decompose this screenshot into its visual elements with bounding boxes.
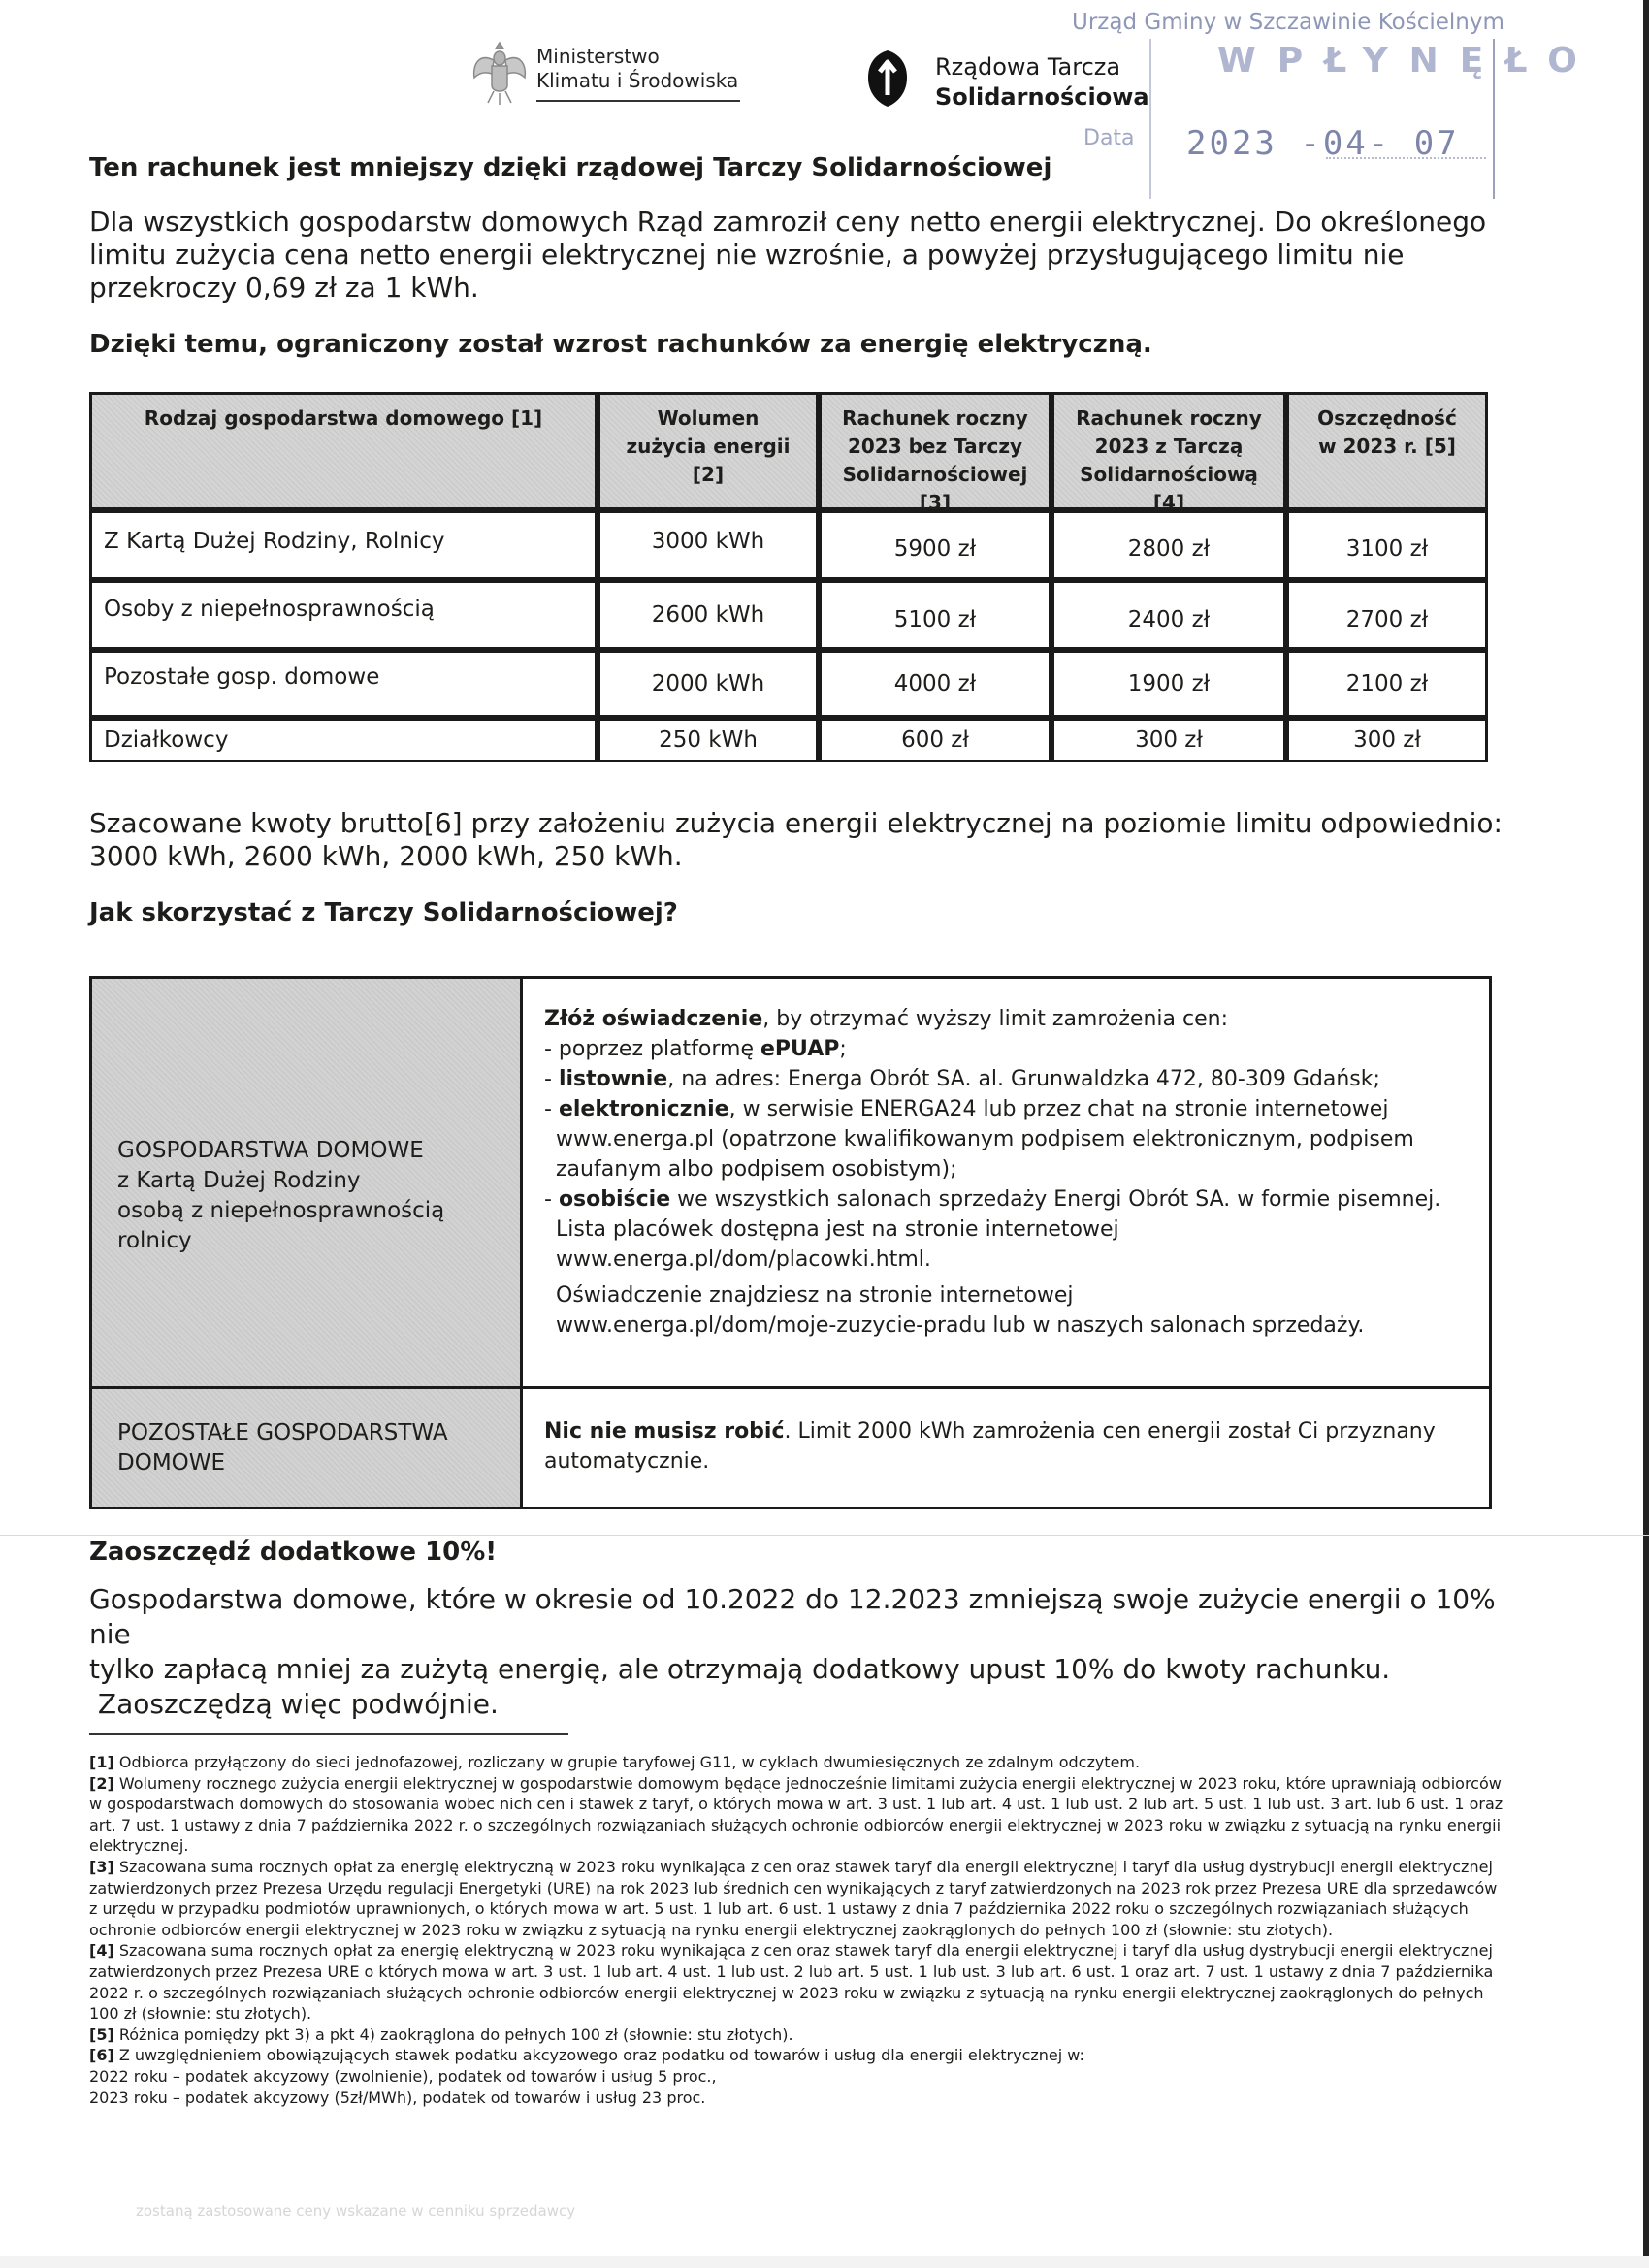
row4-volume: 250 kWh [598, 718, 819, 762]
row2-savings: 2700 zł [1286, 580, 1488, 650]
footnotes [89, 1752, 1505, 2108]
footnote-1-text: Odbiorca przyłączony do sieci jednofazowej, rozliczany w grupie taryfowej G11, w cyklach dwumiesięcznych ze zdalnym odczytem. [118, 1753, 1141, 1771]
extra-savings-line1: Gospodarstwa domowe, które w okresie od 10.2022 do 12.2023 zmniejszą swoje zużycie energii o 10% nie [89, 1583, 1496, 1650]
ministry-underline [536, 100, 740, 102]
tax-2023-line: 2023 roku – podatek akcyzowy (5zł/MWh), podatek od towarów i usług 23 proc. [89, 2088, 706, 2107]
received-stamp [1072, 10, 1599, 194]
row1-volume: 3000 kWh [598, 510, 819, 580]
footnote-1-number: [1] [89, 1753, 114, 1771]
method-in-person-line3: www.energa.pl/dom/placowki.html. [556, 1247, 931, 1272]
ministry-name-line2: Klimatu i Środowiska [536, 69, 739, 92]
method-in-person-line2: Lista placówek dostępna jest na stronie internetowej [556, 1217, 1119, 1242]
header-bill-with: Rachunek roczny 2023 z Tarczą Solidarnościową [4] [1051, 392, 1286, 510]
howto-left-others [89, 1386, 523, 1509]
row4-bill-with: 300 zł [1051, 718, 1286, 762]
method-electronic-text: , w serwisie ENERGA24 lub przez chat na stronie internetowej [728, 1097, 1389, 1121]
method-in-person-bold: osobiście [558, 1187, 671, 1212]
declaration-intro [544, 1004, 1468, 1034]
row3-volume: 2000 kWh [598, 650, 819, 718]
howto-right-others [520, 1386, 1492, 1509]
others-line1 [544, 1416, 1468, 1446]
others-bold: Nic nie musisz robić [544, 1419, 785, 1443]
row4-savings: 300 zł [1286, 718, 1488, 762]
stamp-office-name: Urząd Gminy w Szczawinie Kościelnym [1072, 10, 1504, 35]
extra-savings-heading: Zaoszczędź dodatkowe 10%! [89, 1538, 498, 1567]
row2-type: Osoby z niepełnosprawnością [89, 580, 598, 650]
footnote-5-number: [5] [89, 2025, 114, 2044]
extra-savings-line3: Zaoszczędzą więc podwójnie. [89, 1688, 499, 1720]
method-epuap-suffix: ; [839, 1037, 847, 1061]
method-epuap-bold: ePUAP [760, 1037, 840, 1061]
row1-savings: 3100 zł [1286, 510, 1488, 580]
howto-left-line4: rolnicy [117, 1228, 192, 1253]
method-epuap [544, 1034, 1468, 1064]
gross-amounts-note: Szacowane kwoty brutto[6] przy założeniu zużycia energii elektrycznej na poziomie limitu odpowiednio: 3000 kWh, 2600 kWh, 2000 kWh, 250 kWh. [89, 807, 1503, 872]
declaration-intro-bold: Złóż oświadczenie [544, 1007, 763, 1031]
footnote-6 [89, 2045, 1505, 2066]
footnote-4-number: [4] [89, 1941, 114, 1960]
method-letter: - listownie, na adres: Energa Obrót SA. al. Grunwaldzka 472, 80-309 Gdańsk; [544, 1067, 1380, 1091]
row3-bill-without: 4000 zł [819, 650, 1051, 718]
header-bill-without: Rachunek roczny 2023 bez Tarczy Solidarnościowej [3] [819, 392, 1051, 510]
declaration-closing-line2: www.energa.pl/dom/moje-zuzycie-pradu lub w naszych salonach sprzedaży. [556, 1313, 1365, 1338]
stamp-date-label: Data [1083, 126, 1135, 150]
footnote-2 [89, 1773, 1505, 1857]
eagle-emblem-icon [469, 37, 531, 107]
footnote-1 [89, 1752, 1505, 1773]
tax-2022-line: 2022 roku – podatek akcyzowy (zwolnienie), podatek od towarów i usług 5 proc., [89, 2066, 717, 2086]
row3-bill-with: 1900 zł [1051, 650, 1286, 718]
row4-type: Działkowcy [89, 718, 598, 762]
header-volume: Wolumen zużycia energii [2] [598, 392, 819, 510]
table-heading: Dzięki temu, ograniczony został wzrost rachunków za energię elektryczną. [89, 330, 1152, 359]
savings-table [89, 392, 1488, 762]
footnote-6-text: Z uwzględnieniem obowiązujących stawek podatku akcyzowego oraz podatku od towarów i usług dla energii elektrycznej w: [118, 2046, 1084, 2065]
footnote-2-text: Wolumeny rocznego zużycia energii elektrycznej w gospodarstwie domowym będące jednocześnie limitami zużycia energii elektrycznej w 2023 roku, które uprawniają odbiorców w gospodarstwach domowych do stosowania wobec nich cen i stawek z taryf, o których mowa w art. 3 ust. 1 lub art. 4 ust. 1 lub ust. 2 lub art. 5 ust. 1 lub ust. 3 art. lub 6 ust. 1 oraz art. 7 ust. 1 ustawy z dnia 7 października 2022 r. o szczególnych rozwiązaniach służących ochronie odbiorców energii elektrycznej w 2023 roku w związku z sytuacją na rynku energii elektrycznej. [89, 1773, 1504, 1856]
header-savings: Oszczędność w 2023 r. [5] [1286, 392, 1488, 510]
row1-type: Z Kartą Dużej Rodziny, Rolnicy [89, 510, 598, 580]
row3-savings: 2100 zł [1286, 650, 1488, 718]
method-electronic: - elektronicznie, w serwisie ENERGA24 lub przez chat na stronie internetowej [544, 1097, 1389, 1121]
page-title: Ten rachunek jest mniejszy dzięki rządowej Tarczy Solidarnościowej [89, 153, 1052, 182]
footnote-5-text: Różnica pomiędzy pkt 3) a pkt 4) zaokrąglona do pełnych 100 zł (słownie: stu złotych). [118, 2025, 793, 2044]
howto-left2-line2: DOMOWE [117, 1449, 226, 1475]
method-in-person: - osobiście we wszystkich salonach sprzedaży Energi Obrót SA. w formie pisemnej. [544, 1187, 1441, 1212]
declaration-closing-line1: Oświadczenie znajdziesz na stronie internetowej [556, 1283, 1074, 1308]
footnote-4-text: Szacowana suma rocznych opłat za energię elektryczną w 2023 roku wynikająca z cen oraz stawek taryf dla energii elektrycznej i taryf dla usług dystrybucji energii elektrycznej zatwierdzonych przez Prezesa URE o których mowa w art. 3 ust. 1 lub art. 4 ust. 1 lub ust. 2 lub art. 5 ust. 1 lub ust. 3 lub art. 6 ust. 1 oraz art. 7 ust. 1 ustawy z dnia 7 października 2022 r. o szczególnych rozwiązaniach służących ochronie odbiorców energii elektrycznej w 2023 roku w związku z sytuacją na rynku energii elektrycznej zaokrąglonych do pełnych 100 zł (słownie: stu złotych). [89, 1941, 1494, 2024]
howto-right-declaration [520, 976, 1492, 1389]
header-household-type: Rodzaj gospodarstwa domowego [1] [89, 392, 598, 510]
row3-type: Pozostałe gosp. domowe [89, 650, 598, 718]
footnote-3 [89, 1857, 1505, 1940]
shield-logo-icon [866, 49, 909, 109]
footnote-2-number: [2] [89, 1773, 114, 1793]
faded-bleed-through-text: zostaną zastosowane ceny wskazane w cenniku sprzedawcy [136, 2202, 576, 2219]
footnote-4 [89, 1940, 1505, 2024]
howto-heading: Jak skorzystać z Tarczy Solidarnościowej? [89, 898, 678, 927]
row1-bill-with: 2800 zł [1051, 510, 1286, 580]
tarcza-logo-line1: Rządowa Tarcza [935, 53, 1121, 81]
method-electronic-line3: zaufanym albo podpisem osobistym); [556, 1157, 957, 1182]
stamp-date-value: 2023 -04- 07 [1186, 124, 1460, 163]
howto-left-line1: GOSPODARSTWA DOMOWE [117, 1138, 424, 1163]
footnote-5 [89, 2025, 1505, 2046]
howto-left-line2: z Kartą Dużej Rodziny [117, 1168, 361, 1193]
ministry-name-line1: Ministerstwo [536, 45, 660, 68]
method-in-person-text: we wszystkich salonach sprzedaży Energi Obrót SA. w formie pisemnej. [670, 1187, 1441, 1212]
method-epuap-prefix: - poprzez platformę [544, 1037, 760, 1061]
others-line2: automatycznie. [544, 1449, 710, 1474]
intro-paragraph: Dla wszystkich gospodarstw domowych Rząd zamroził ceny netto energii elektrycznej. Do określonego limitu zużycia cena netto energii elektrycznej nie wzrośnie, a powyżej przysługującego limitu nie przekroczy 0,69 zł za 1 kWh. [89, 206, 1487, 304]
others-text: . Limit 2000 kWh zamrożenia cen energii został Ci przyznany [784, 1419, 1436, 1443]
footnote-separator [89, 1733, 568, 1735]
howto-table [89, 976, 1492, 1509]
scan-bottom-edge [0, 2256, 1649, 2268]
howto-left2-line1: POZOSTAŁE GOSPODARSTWA [117, 1419, 448, 1445]
method-letter-text: , na adres: Energa Obrót SA. al. Grunwaldzka 472, 80-309 Gdańsk; [667, 1067, 1380, 1091]
tarcza-logo-line2: Solidarnościowa [935, 83, 1149, 111]
howto-left-line3: osobą z niepełnosprawnością [117, 1198, 445, 1223]
extra-savings-paragraph [89, 1582, 1515, 1722]
row2-bill-with: 2400 zł [1051, 580, 1286, 650]
declaration-intro-text: , by otrzymać wyższy limit zamrożenia cen: [762, 1007, 1228, 1031]
extra-savings-line2: tylko zapłacą mniej za zużytą energię, ale otrzymają dodatkowy upust 10% do kwoty rachunku. [89, 1653, 1391, 1685]
method-electronic-line2: www.energa.pl (opatrzone kwalifikowanym podpisem elektronicznym, podpisem [556, 1127, 1414, 1151]
howto-left-declaration [89, 976, 523, 1389]
row4-bill-without: 600 zł [819, 718, 1051, 762]
fold-line [0, 1535, 1649, 1536]
footnote-6-number: [6] [89, 2046, 114, 2065]
row2-volume: 2600 kWh [598, 580, 819, 650]
footnote-3-number: [3] [89, 1857, 114, 1876]
method-letter-bold: listownie [558, 1067, 668, 1091]
row2-bill-without: 5100 zł [819, 580, 1051, 650]
scan-edge [1643, 0, 1649, 2268]
stamp-received-label: WPŁYNĘŁO [1217, 41, 1599, 81]
footnote-3-text: Szacowana suma rocznych opłat za energię elektryczną w 2023 roku wynikająca z cen oraz stawek taryf dla energii elektrycznej i taryf dla usług dystrybucji energii elektrycznej zatwierdzonych przez Prezesa Urzędu regulacji Energetyki (URE) na rok 2023 lub średnich cen wynikających z taryf zatwierdzonych na 2023 rok przez Prezesa URE dla sprzedawców z urzędu w przypadku podmiotów uprawnionych, o których mowa w art. 5 ust. 1 lub art. 6 ust. 1 ustawy z dnia 7 października 2022 roku o szczególnych rozwiązaniach służących ochronie odbiorców energii elektrycznej w 2023 roku w związku z sytuacją na rynku energii elektrycznej zaokrąglonych do pełnych 100 zł (słownie: stu złotych). [89, 1857, 1498, 1939]
row1-bill-without: 5900 zł [819, 510, 1051, 580]
method-electronic-bold: elektronicznie [558, 1097, 729, 1121]
